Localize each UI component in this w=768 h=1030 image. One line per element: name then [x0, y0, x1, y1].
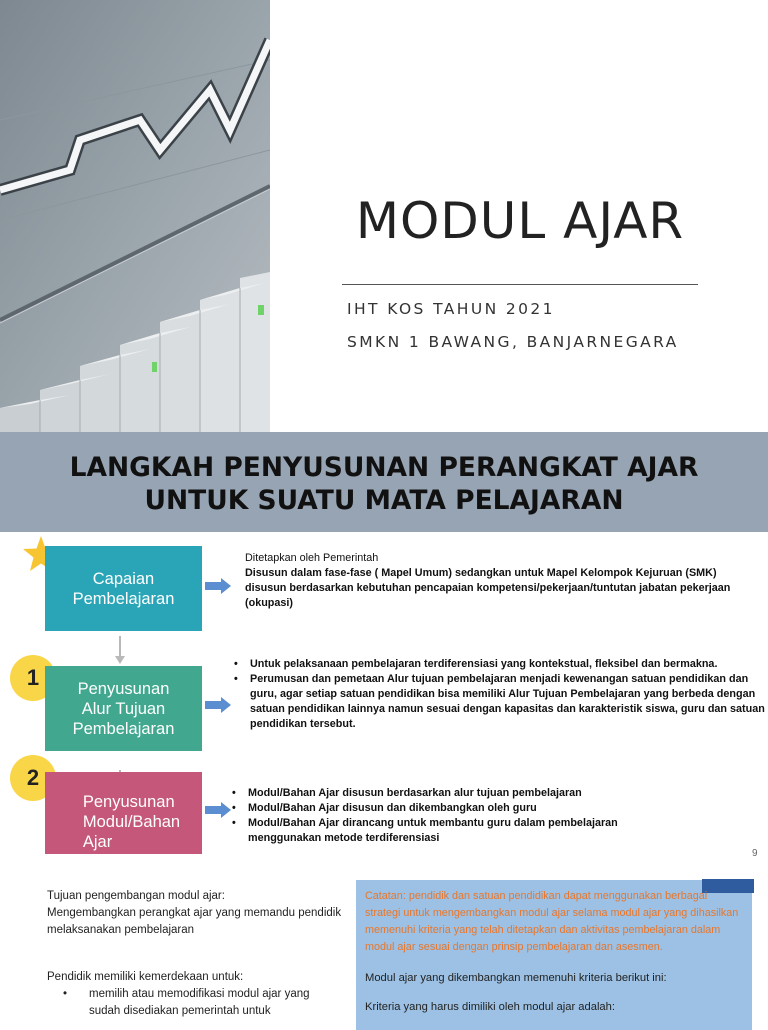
kriteria-heading: Kriteria yang harus dimiliki oleh modul ajar adalah: [365, 1001, 615, 1013]
step-alur-label-3: Pembelajaran [72, 719, 175, 738]
slide-3-left-text [47, 888, 347, 1020]
page-number: 9 [752, 848, 758, 859]
step-number-badge: 1 [10, 655, 56, 701]
staircase-growth-photo [0, 0, 270, 432]
step-modul-desc [228, 786, 668, 846]
right-arrow-icon [205, 697, 231, 713]
step-capaian-desc [245, 551, 765, 611]
desc-line: Ditetapkan oleh Pemerintah [245, 552, 379, 564]
step-capaian-box [45, 546, 202, 631]
right-arrow-icon [205, 578, 231, 594]
step-number-badge: 2 [10, 755, 56, 801]
slide-2-title-line2: UNTUK SUATU MATA PELAJARAN [144, 485, 624, 516]
tujuan-line: melaksanakan pembelajaran [47, 924, 195, 936]
catatan-note: Catatan: pendidik dan satuan pendidikan dapat menggunakan berbagai strategi untuk mengembangkan modul ajar selama modul ajar yang dihasilkan memenuhi kriteria yang telah ditetapkan dan aktivitas pembelajaran dalam modul ajar sesuai dengan prinsip pembelajaran dan asesmen. [365, 890, 739, 953]
desc-bullet: • Modul/Bahan Ajar disusun dan dikembangkan oleh guru [228, 801, 668, 816]
down-arrow-icon [114, 636, 126, 664]
step-modul-label-3: Ajar [82, 833, 113, 851]
step-modul-label-1: Penyusunan [82, 793, 175, 811]
step-alur-label-1: Penyusunan [77, 679, 170, 698]
tujuan-heading: Tujuan pengembangan modul ajar: [47, 890, 225, 902]
kemerdekaan-bullet: memilih atau memodifikasi modul ajar yang [89, 988, 310, 1000]
desc-bullet: • Untuk pelaksanaan pembelajaran terdiferensiasi yang kontekstual, fleksibel dan bermakna. [230, 657, 765, 672]
desc-bullet: • Modul/Bahan Ajar disusun berdasarkan alur tujuan pembelajaran [228, 786, 668, 801]
slide-2-title [0, 451, 768, 517]
step-alur-desc [230, 657, 765, 732]
subtitle-school: SMKN 1 BAWANG, BANJARNEGARA [347, 333, 679, 351]
slide-2-title-line1: LANGKAH PENYUSUNAN PERANGKAT AJAR [69, 452, 699, 483]
desc-line: Disusun dalam fase-fase ( Mapel Umum) sedangkan untuk Mapel Kelompok Kejuruan (SMK) [245, 567, 717, 579]
tujuan-line: Mengembangkan perangkat ajar yang memandu pendidik [47, 907, 342, 919]
kemerdekaan-heading: Pendidik memiliki kemerdekaan untuk: [47, 971, 244, 983]
kriteria-intro: Modul ajar yang dikembangkan memenuhi kriteria berikut ini: [365, 972, 667, 984]
step-modul-label-2: Modul/Bahan [82, 813, 181, 831]
step-modul-box [45, 772, 202, 854]
step-alur-label-2: Alur Tujuan [81, 699, 166, 718]
note-box-content [365, 888, 745, 1016]
bullet-dot: • [63, 988, 68, 1000]
slide-title: MODUL AJAR [355, 192, 685, 250]
kemerdekaan-bullet-cont: sudah disediakan pemerintah untuk [89, 1005, 271, 1017]
step-alur-box [45, 666, 202, 751]
desc-bullet: • Modul/Bahan Ajar dirancang untuk membantu guru dalam pembelajaran menggunakan metode terdiferensiasi [228, 816, 668, 846]
desc-line: disusun berdasarkan kebutuhan pencapaian kompetensi/pekerjaan/tuntutan jabatan pekerjaan [245, 582, 731, 594]
title-divider [342, 284, 698, 285]
step-capaian-label-1: Capaian [92, 569, 155, 588]
slide-1 [0, 0, 768, 432]
desc-line: (okupasi) [245, 597, 293, 609]
desc-bullet: • Perumusan dan pemetaan Alur tujuan pembelajaran menjadi kewenangan satuan pendidikan dan guru, agar setiap satuan pendidikan bisa memiliki Alur Tujuan Pembelajaran yang berbeda dengan satuan pendidikan lainnya namun sesuai dengan kapasitas dan karakteristik siswa, guru dan satuan pendidikan tersebut. [230, 672, 765, 732]
step-capaian-label-2: Pembelajaran [72, 589, 175, 608]
subtitle-event: IHT KOS TAHUN 2021 [347, 300, 555, 318]
